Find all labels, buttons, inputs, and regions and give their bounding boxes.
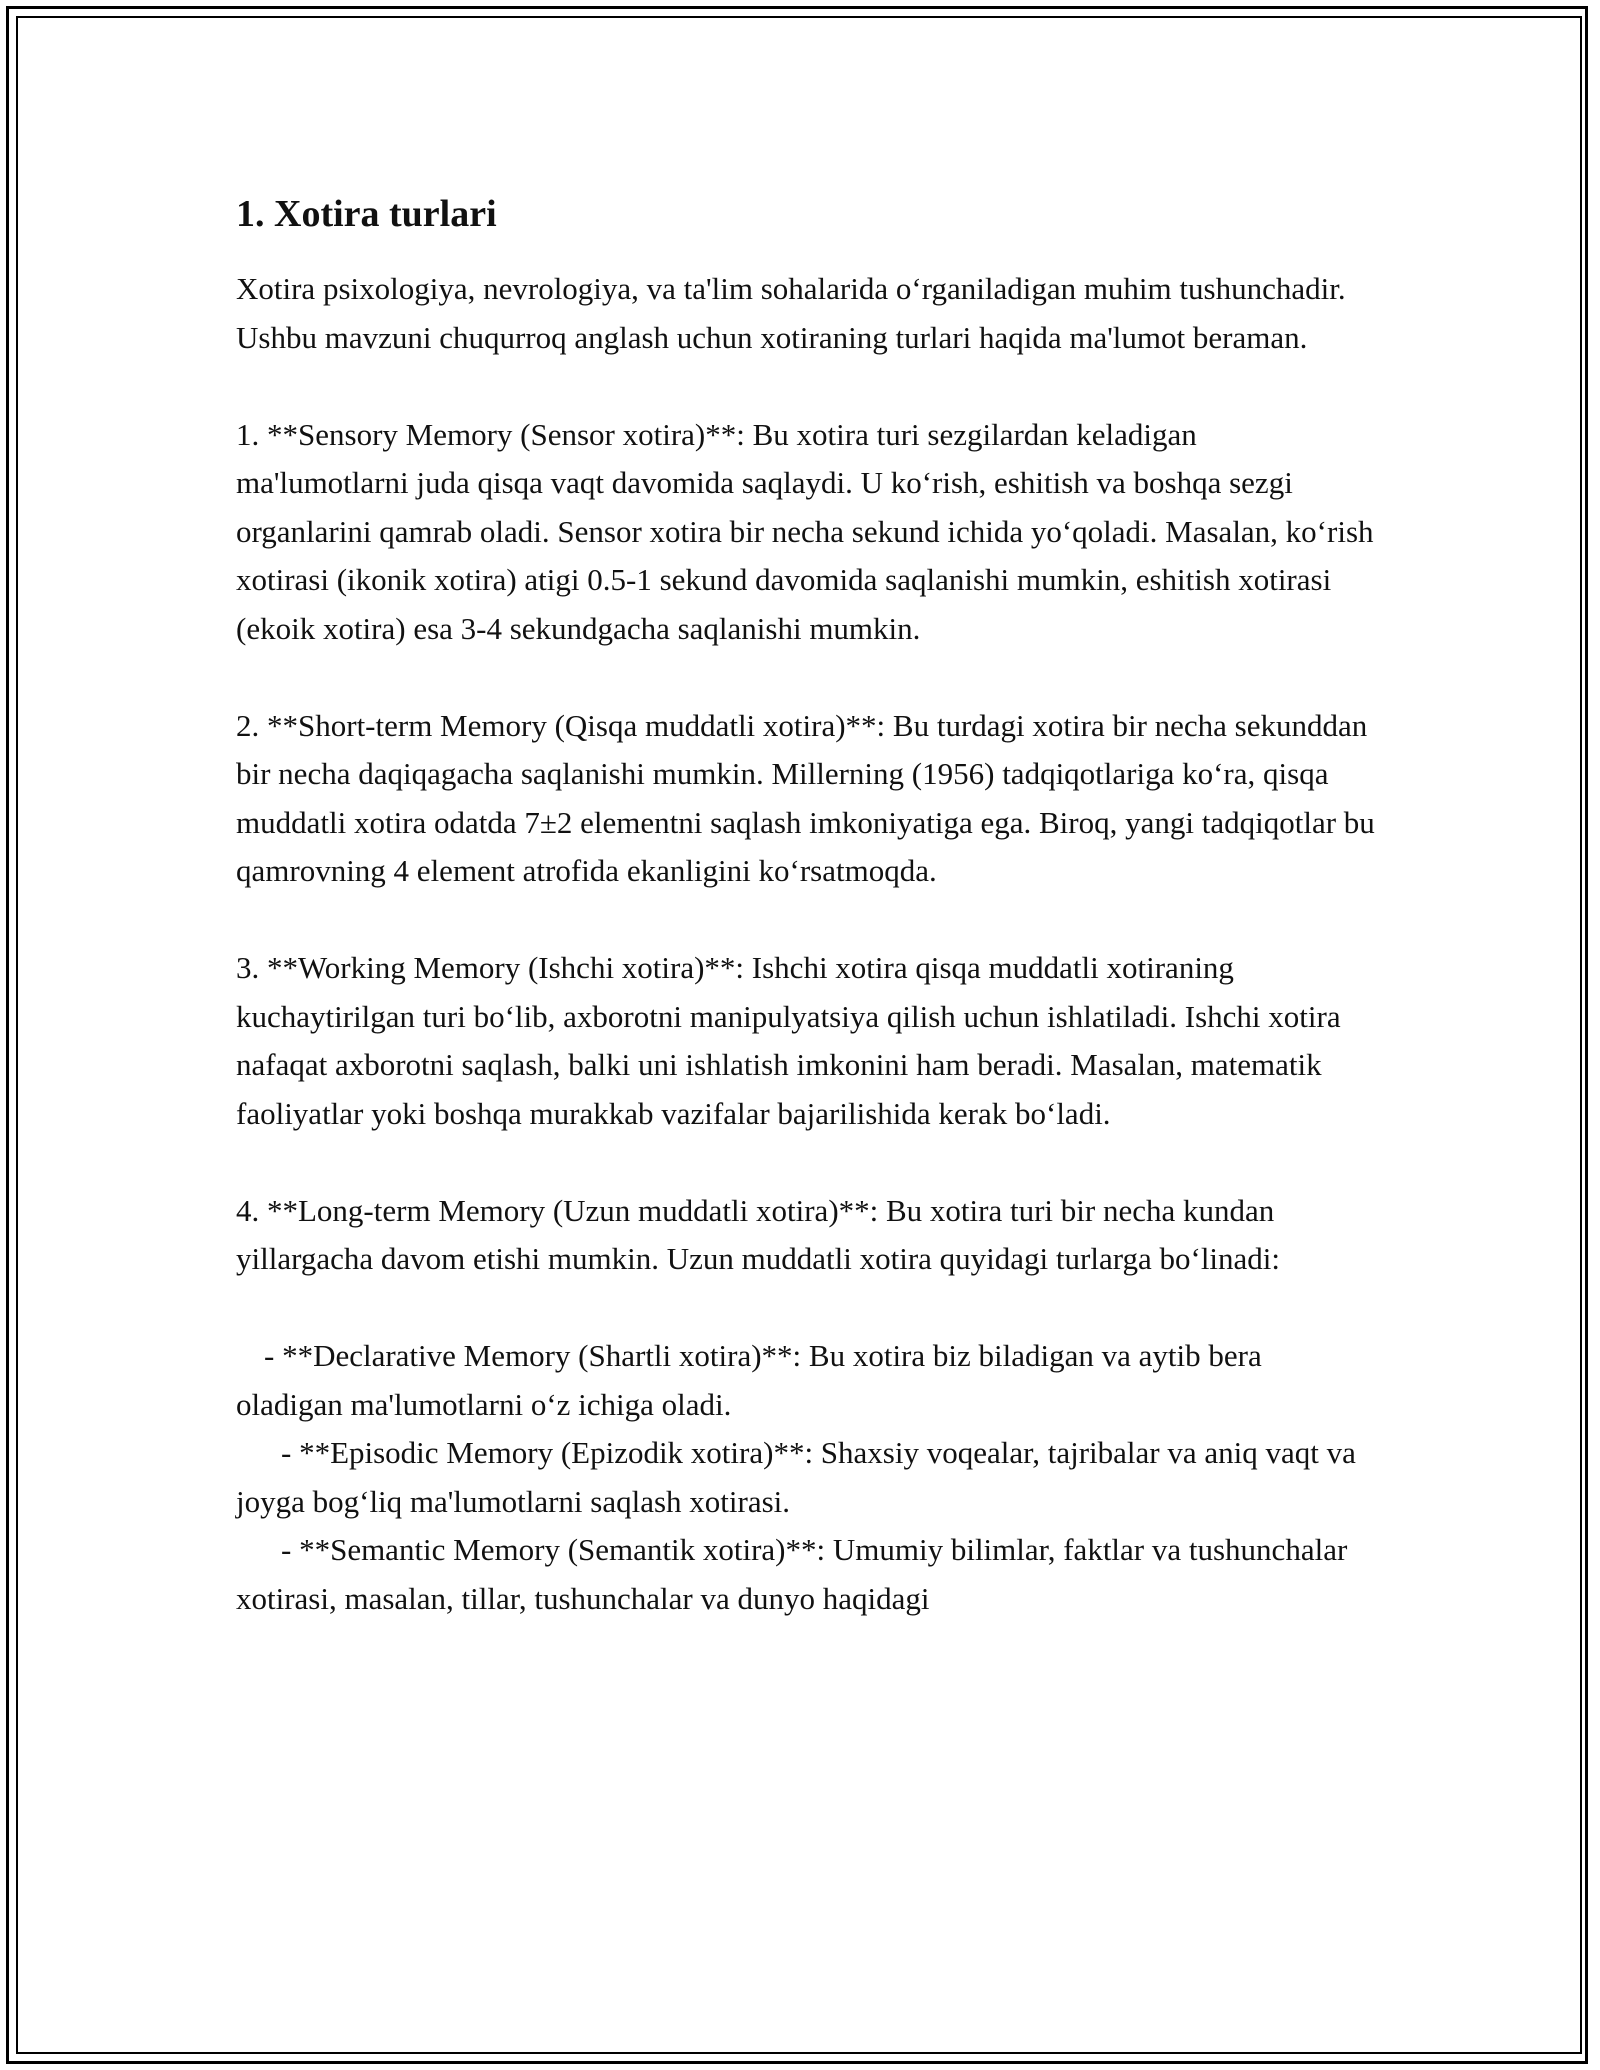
item-long-term-memory: 4. **Long-term Memory (Uzun muddatli xotira)**: Bu xotira turi bir necha kundan yillargacha davom etishi mumkin. Uzun muddatli xotira quyidagi turlarga bo‘linadi: — [236, 1192, 1281, 1276]
item-working-memory: 3. **Working Memory (Ishchi xotira)**: Ishchi xotira qisqa muddatli xotiraning kuchaytirilgan turi bo‘lib, axborotni manipulyatsiya qilish uchun ishlatiladi. Ishchi xotira nafaqat axborotni saqlash, balki uni ishlatish imkonini ham beradi. Masalan, matematik faoliyatlar yoki boshqa murakkab vazifalar bajarilishida kerak bo‘ladi. — [236, 950, 1341, 1131]
section-heading: 1. Xotira turlari — [236, 193, 497, 235]
subitem-declarative-memory: - **Declarative Memory (Shartli xotira)**: Bu xotira biz biladigan va aytib bera oladigan ma'lumotlarni o‘z ichiga oladi. — [236, 1338, 1262, 1422]
document-body — [236, 185, 1376, 1623]
item-sensory-memory: 1. **Sensory Memory (Sensor xotira)**: Bu xotira turi sezgilardan keladigan ma'lumotlarni juda qisqa vaqt davomida saqlaydi. U ko‘rish, eshitish va boshqa sezgi organlarini qamrab oladi. Sensor xotira bir necha sekund ichida yo‘qoladi. Masalan, ko‘rish xotirasi (ikonik xotira) atigi 0.5-1 sekund davomida saqlanishi mumkin, eshitish xotirasi (ekoik xotira) esa 3-4 sekundgacha saqlanishi mumkin. — [236, 416, 1374, 646]
subitem-episodic-memory: - **Episodic Memory (Epizodik xotira)**: Shaxsiy voqealar, tajribalar va aniq vaqt va joyga bog‘liq ma'lumotlarni saqlash xotirasi. — [236, 1435, 1356, 1519]
subitem-semantic-memory: - **Semantic Memory (Semantik xotira)**: Umumiy bilimlar, faktlar va tushunchalar xotirasi, masalan, tillar, tushunchalar va dunyo haqidagi — [236, 1532, 1348, 1616]
long-term-subtypes-list — [236, 1332, 1376, 1623]
item-short-term-memory: 2. **Short-term Memory (Qisqa muddatli xotira)**: Bu turdagi xotira bir necha sekunddan bir necha daqiqagacha saqlanishi mumkin. Millerning (1956) tadqiqotlariga ko‘ra, qisqa muddatli xotira odatda 7±2 elementni saqlash imkoniyatiga ega. Biroq, yangi tadqiqotlar bu qamrovning 4 element atrofida ekanligini ko‘rsatmoqda. — [236, 707, 1375, 888]
intro-paragraph: Xotira psixologiya, nevrologiya, va ta'lim sohalarida o‘rganiladigan muhim tushunchadir. Ushbu mavzuni chuqurroq anglash uchun xotiraning turlari haqida ma'lumot beraman. — [236, 271, 1346, 355]
